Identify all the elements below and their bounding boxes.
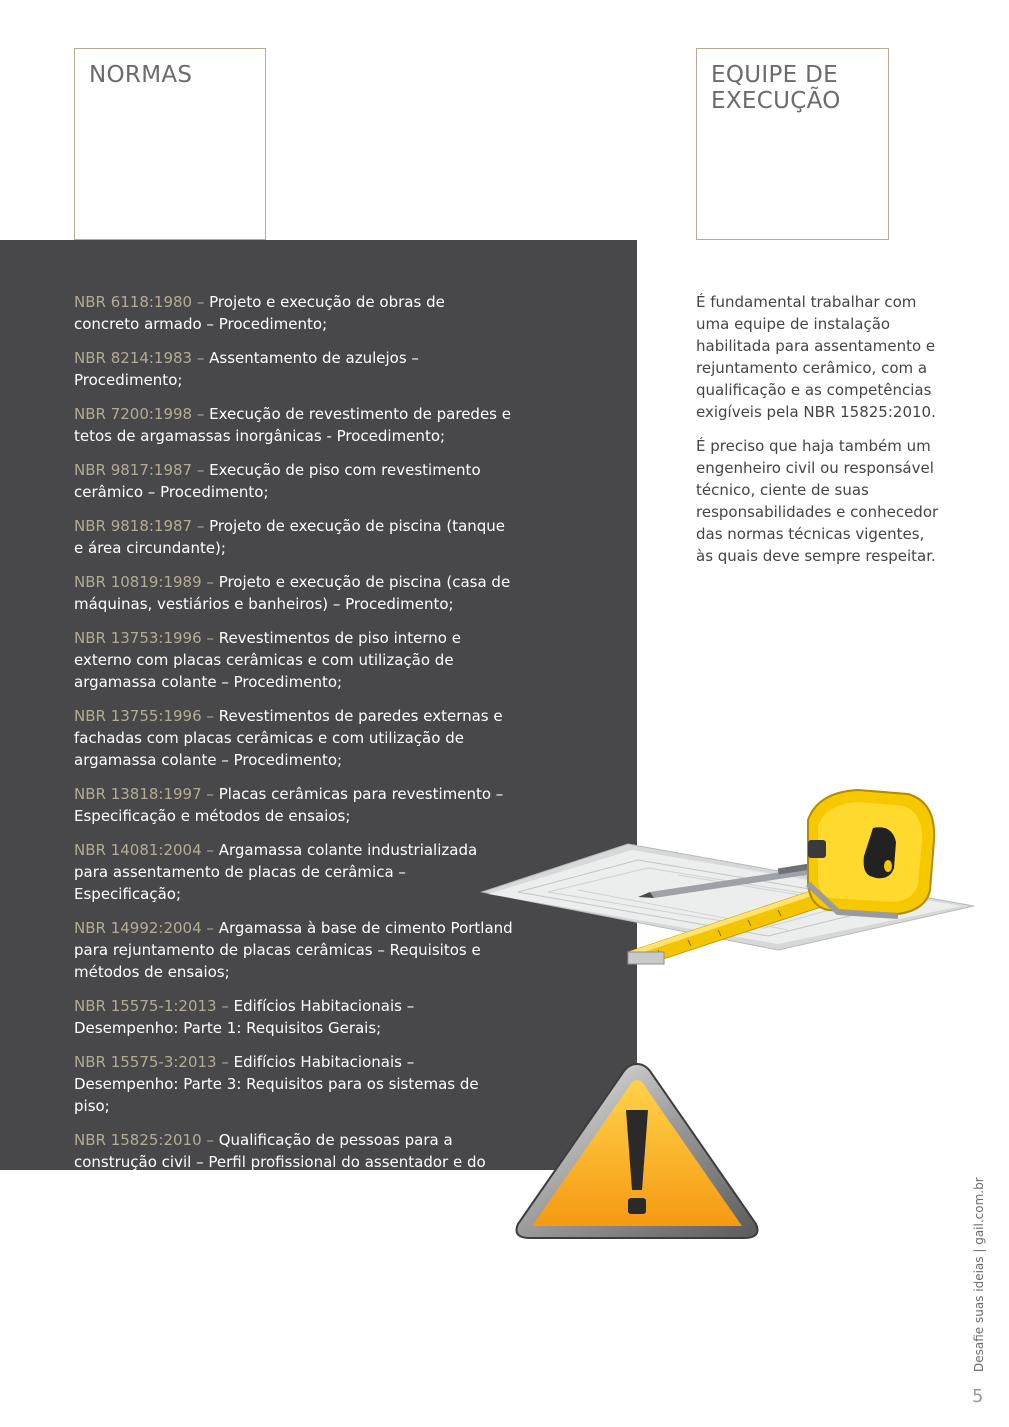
norm-text: Execução de piso com revestimento cerâmico – Procedimento;: [74, 461, 481, 501]
footer-side-text: Desafie suas ideias | gail.com.br: [972, 1177, 986, 1372]
norm-item: [74, 347, 514, 391]
norm-code: NBR 7200:1998 –: [74, 405, 205, 423]
norm-code: NBR 9818:1987 –: [74, 517, 205, 535]
norm-item: [74, 839, 514, 905]
norm-text: Argamassa à base de cimento Portland para rejuntamento de placas cerâmicas – Requisitos e métodos de ensaios;: [74, 919, 513, 981]
warning-icon: [512, 1058, 762, 1243]
norm-text: Revestimentos de piso interno e externo com placas cerâmicas e com utilização de argamassa colante – Procedimento;: [74, 629, 461, 691]
normas-title-box: [74, 48, 266, 240]
norm-item: [74, 1051, 514, 1117]
equipe-paragraph: É fundamental trabalhar com uma equipe de instalação habilitada para assentamento e rejuntamento cerâmico, com a qualificação e as competências exigíveis pela NBR 15825:2010.: [696, 293, 936, 421]
norm-item: [74, 627, 514, 693]
norm-item: [74, 291, 514, 335]
norm-item: [74, 459, 514, 503]
norm-code: NBR 6118:1980 –: [74, 293, 205, 311]
equipe-title-box: [696, 48, 889, 240]
norm-code: NBR 13818:1997 –: [74, 785, 214, 803]
norm-item: [74, 705, 514, 771]
norm-text: Edifícios Habitacionais – Desempenho: Parte 3: Requisitos para os sistemas de piso;: [74, 1053, 479, 1115]
norm-item: [74, 571, 514, 615]
norm-item: [74, 783, 514, 827]
norm-code: NBR 14081:2004 –: [74, 841, 214, 859]
norm-text: Projeto e execução de piscina (casa de máquinas, vestiários e banheiros) – Procedimento;: [74, 573, 511, 613]
norm-item: [74, 917, 514, 983]
norm-item: [74, 1129, 514, 1217]
norm-code: NBR 15825:2010 –: [74, 1131, 214, 1149]
norm-item: [74, 403, 514, 447]
norm-code: NBR 15575-3:2013 –: [74, 1053, 229, 1071]
tape-measure-illustration: [478, 780, 974, 970]
norm-code: NBR 15575-1:2013 –: [74, 997, 229, 1015]
equipe-title: EQUIPE DE EXECUÇÃO: [711, 62, 841, 114]
norm-code: NBR 13753:1996 –: [74, 629, 214, 647]
normas-title: NORMAS: [89, 62, 193, 88]
norm-text: Argamassa colante industrializada para assentamento de placas de cerâmica – Especificação;: [74, 841, 478, 903]
norm-item: [74, 515, 514, 559]
norm-text: Placas cerâmicas para revestimento – Especificação e métodos de ensaios;: [74, 785, 504, 825]
norm-text: Projeto de execução de piscina (tanque e área circundante);: [74, 517, 506, 557]
equipe-paragraph: É preciso que haja também um engenheiro civil ou responsável técnico, ciente de suas responsabilidades e conhecedor das normas técnicas vigentes, às quais deve sempre respeitar.: [696, 437, 939, 565]
norm-text: Qualificação de pessoas para a construção civil – Perfil profissional do assentador e do rejuntador de placas cerâmicas e porcelanato para revestimentos.: [74, 1131, 486, 1215]
norm-code: NBR 8214:1983 –: [74, 349, 205, 367]
equipe-text: [696, 291, 946, 579]
page-number: 5: [972, 1386, 984, 1407]
norm-code: NBR 9817:1987 –: [74, 461, 205, 479]
norms-list: [74, 291, 514, 1229]
norm-text: Projeto e execução de obras de concreto armado – Procedimento;: [74, 293, 445, 333]
norm-code: NBR 10819:1989 –: [74, 573, 214, 591]
norm-code: NBR 13755:1996 –: [74, 707, 214, 725]
norm-code: NBR 14992:2004 –: [74, 919, 214, 937]
norm-text: Execução de revestimento de paredes e tetos de argamassas inorgânicas - Procedimento;: [74, 405, 511, 445]
norm-item: [74, 995, 514, 1039]
norm-text: Revestimentos de paredes externas e fachadas com placas cerâmicas e com utilização de argamassa colante – Procedimento;: [74, 707, 503, 769]
norm-text: Edifícios Habitacionais – Desempenho: Parte 1: Requisitos Gerais;: [74, 997, 415, 1037]
norm-text: Assentamento de azulejos – Procedimento;: [74, 349, 419, 389]
